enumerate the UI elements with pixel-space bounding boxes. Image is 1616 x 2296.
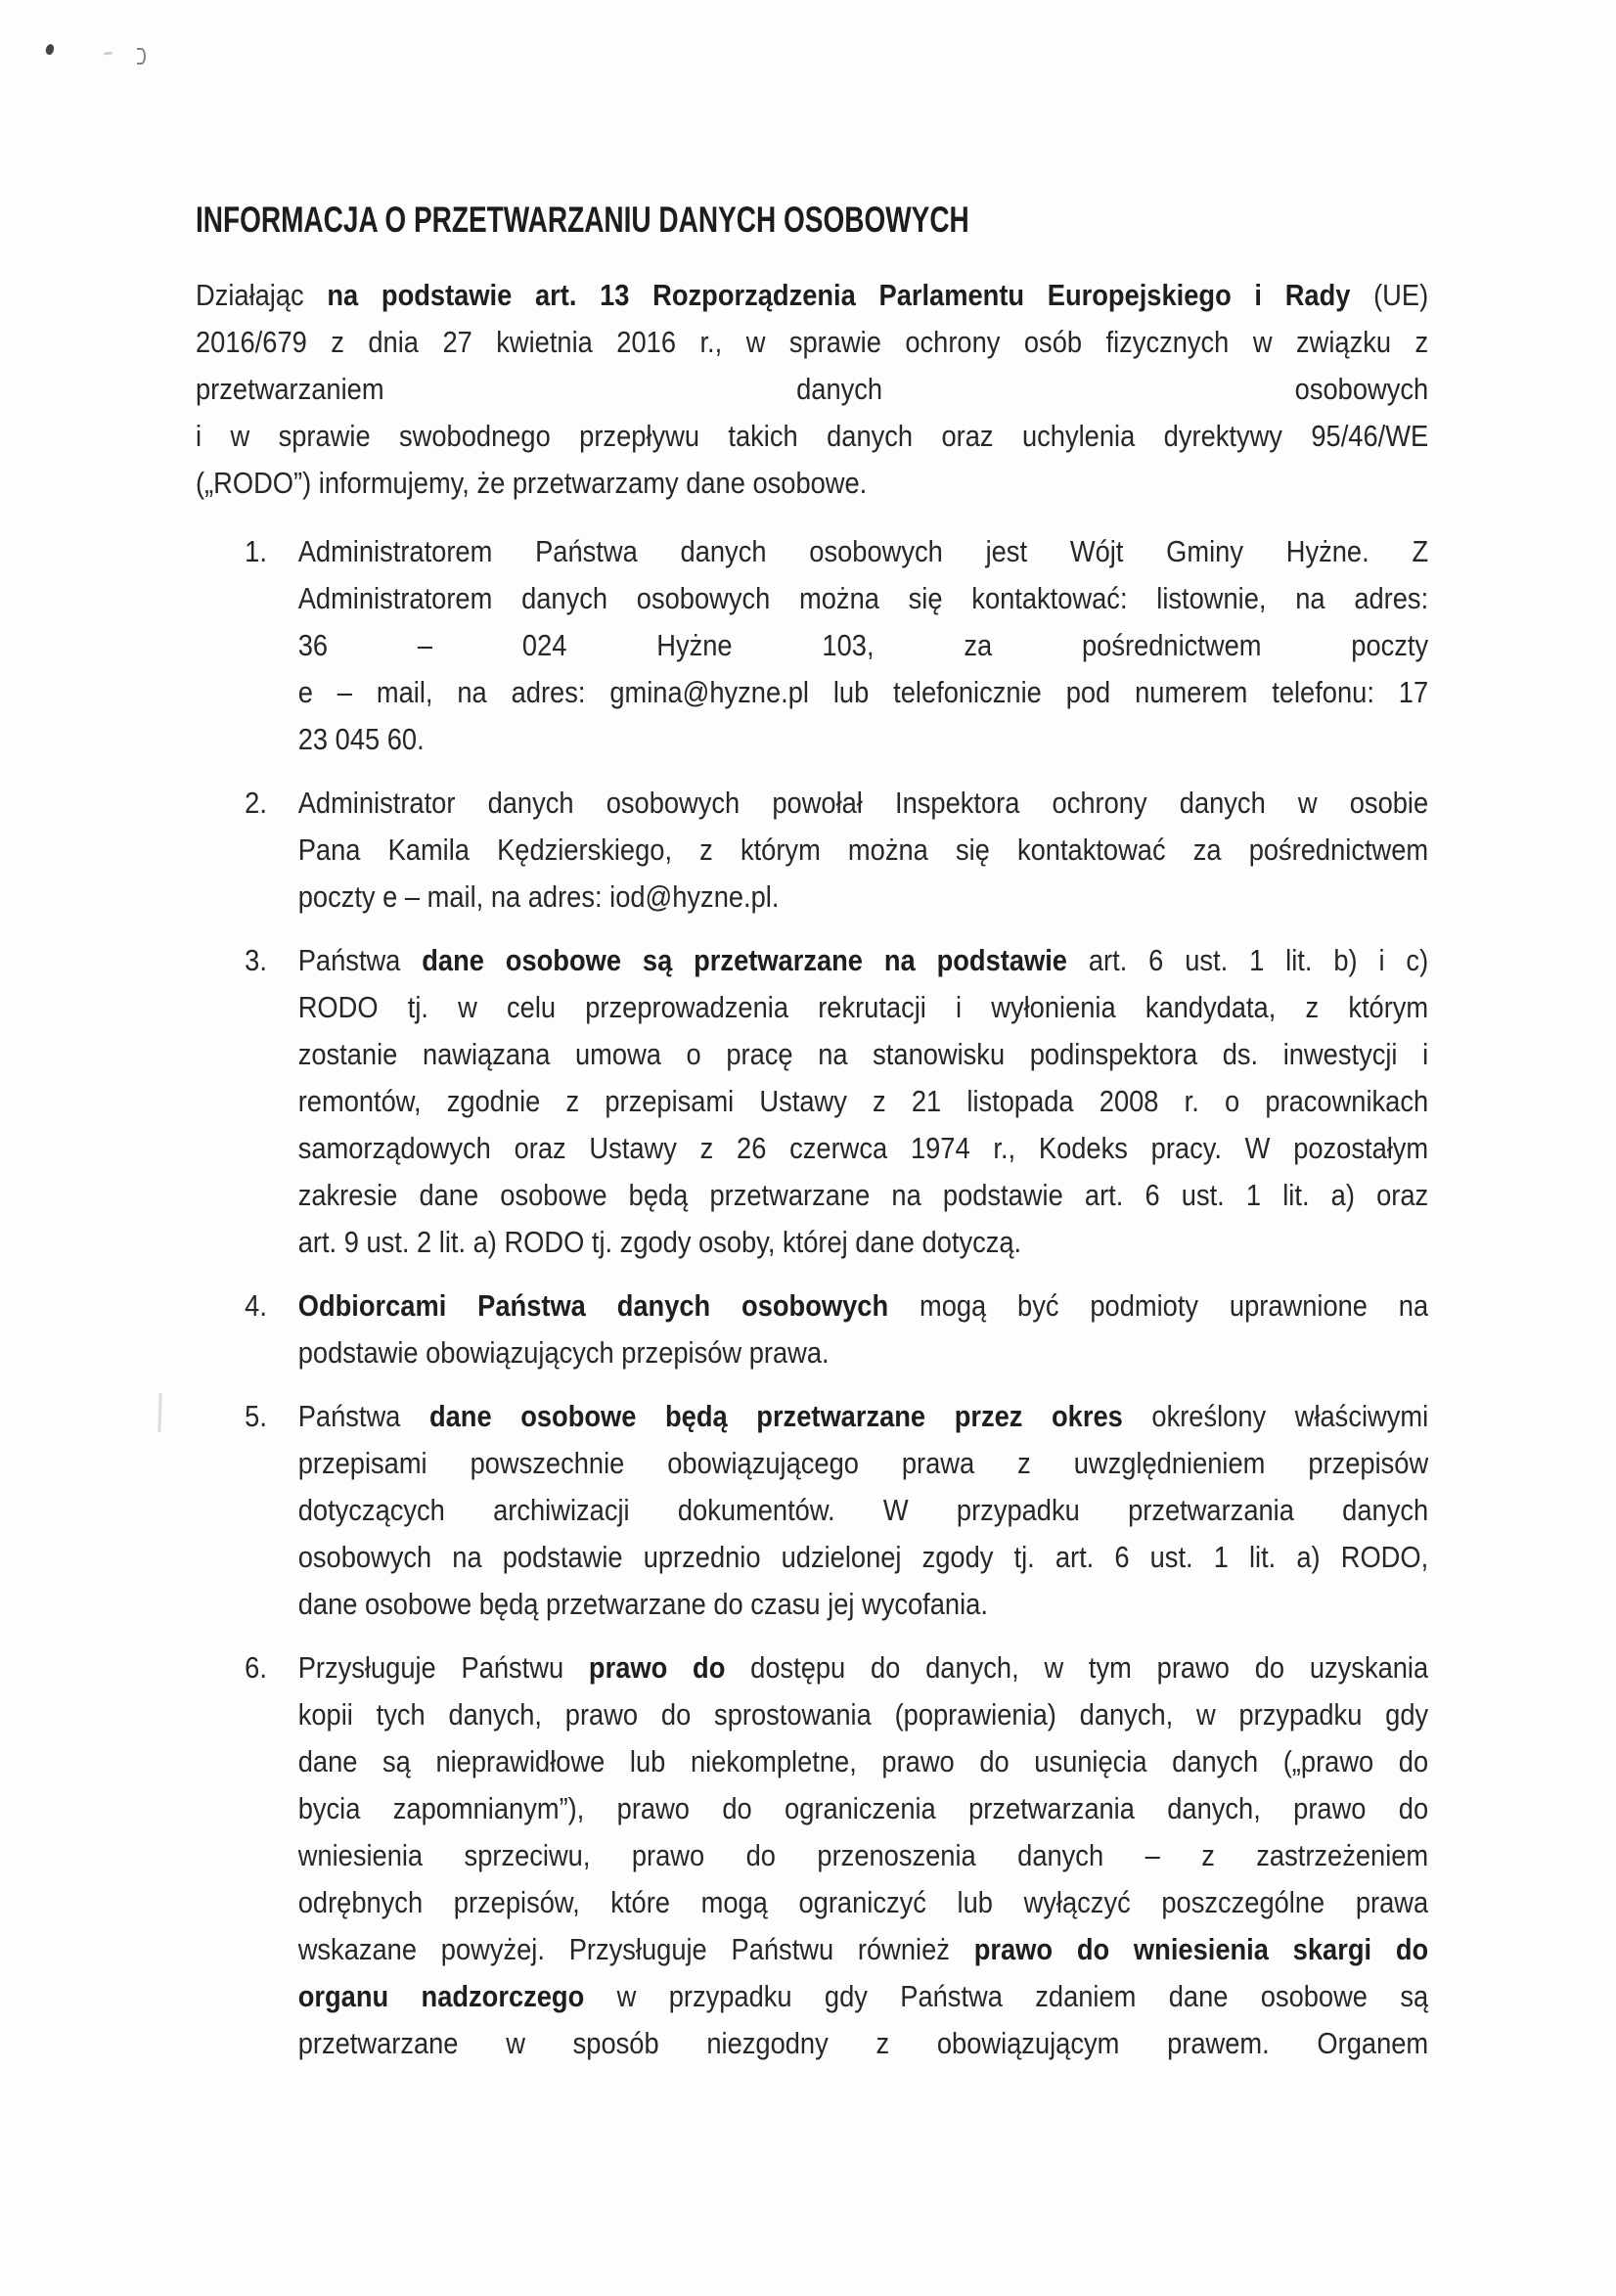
text-segment: przetwarzane w sposób niezgodny z obowiązującym prawem. Organem <box>297 2026 1429 2060</box>
text-line <box>298 1283 1428 1329</box>
text-segment: 2016/679 z dnia 27 kwietnia 2016 r., w sprawie ochrony osób fizycznych w związku z <box>196 325 1429 359</box>
text-line <box>298 2020 1428 2067</box>
text-segment: 23 045 60. <box>297 722 425 756</box>
text-segment: bycia zapomnianym”), prawo do ograniczenia przetwarzania danych, prawo do <box>297 1791 1429 1825</box>
document-title: INFORMACJA O PRZETWARZANIU DANYCH OSOBOWYCH <box>196 200 969 240</box>
intro-paragraph <box>196 272 1428 507</box>
list-item <box>196 1393 1428 1628</box>
text-segment: dostępu do danych, w tym prawo do uzyskania <box>725 1650 1429 1685</box>
text-line <box>298 1440 1428 1487</box>
text-line <box>298 716 1428 763</box>
text-line <box>298 1172 1428 1219</box>
text-line <box>298 1581 1428 1628</box>
list-item-text <box>298 937 1428 1266</box>
text-segment: podstawie obowiązujących przepisów prawa. <box>297 1335 830 1370</box>
text-segment: przepisami powszechnie obowiązującego prawa z uwzględnieniem przepisów <box>297 1446 1429 1480</box>
text-segment: Administrator danych osobowych powołał Inspektora ochrony danych w osobie <box>297 786 1429 820</box>
text-segment: Działając <box>196 278 328 312</box>
text-line <box>298 1078 1428 1125</box>
text-segment: art. 6 ust. 1 lit. b) i c) <box>1066 943 1429 977</box>
text-segment: („RODO”) informujemy, że przetwarzamy dane osobowe. <box>196 466 868 500</box>
scan-artifact <box>44 43 55 56</box>
text-line <box>298 1031 1428 1078</box>
text-segment: i w sprawie swobodnego przepływu takich danych oraz uchylenia dyrektywy 95/46/WE <box>196 419 1429 453</box>
text-segment: dotyczących archiwizacji dokumentów. W przypadku przetwarzania danych <box>297 1493 1429 1527</box>
list-item <box>196 1644 1428 2067</box>
list-item-number: 1. <box>245 534 267 568</box>
text-line <box>196 319 1428 366</box>
text-segment: przetwarzaniem danych osobowych <box>196 372 1429 406</box>
text-line <box>298 1832 1428 1879</box>
text-line <box>298 575 1428 622</box>
text-segment: remontów, zgodnie z przepisami Ustawy z 21 listopada 2008 r. o pracownikach <box>297 1084 1429 1118</box>
text-segment: wskazane powyżej. Przysługuje Państwu również <box>297 1932 974 1966</box>
text-segment: Przysługuje Państwu <box>297 1650 589 1685</box>
list-item-number: 6. <box>245 1650 267 1685</box>
list-item-text <box>298 780 1428 921</box>
text-segment: art. 9 ust. 2 lit. a) RODO tj. zgody osoby, której dane dotyczą. <box>297 1225 1022 1259</box>
text-segment: Państwa <box>297 943 423 977</box>
list-item <box>196 1283 1428 1376</box>
text-line <box>196 366 1428 413</box>
text-segment: kopii tych danych, prawo do sprostowania (poprawienia) danych, w przypadku gdy <box>297 1697 1429 1732</box>
text-line <box>196 272 1428 319</box>
list-item-number: 5. <box>245 1399 267 1433</box>
text-line <box>298 1487 1428 1534</box>
text-line <box>196 460 1428 507</box>
list-item-text <box>298 528 1428 763</box>
list-item-text <box>298 1283 1428 1376</box>
text-line <box>298 1534 1428 1581</box>
text-segment: 36 – 024 Hyżne 103, za pośrednictwem poczty <box>297 628 1429 662</box>
text-segment: zostanie nawiązana umowa o pracę na stanowisku podinspektora ds. inwestycji i <box>297 1037 1429 1071</box>
bold-text-segment: organu nadzorczego <box>297 1979 585 2013</box>
text-segment: e – mail, na adres: gmina@hyzne.pl lub telefonicznie pod numerem telefonu: 17 <box>297 675 1429 709</box>
text-segment: Państwa <box>297 1399 429 1433</box>
text-segment: wniesienia sprzeciwu, prawo do przenoszenia danych – z zastrzeżeniem <box>297 1838 1429 1872</box>
text-segment: mogą być podmioty uprawnione na <box>888 1288 1429 1323</box>
list-item-number: 3. <box>245 943 267 977</box>
list-item <box>196 528 1428 763</box>
text-line <box>298 669 1428 716</box>
text-segment: dane osobowe będą przetwarzane do czasu jej wycofania. <box>297 1587 988 1621</box>
text-segment: poczty e – mail, na adres: iod@hyzne.pl. <box>297 879 780 914</box>
text-segment: zakresie dane osobowe będą przetwarzane na podstawie art. 6 ust. 1 lit. a) oraz <box>297 1178 1429 1212</box>
text-line <box>298 1691 1428 1738</box>
text-line <box>298 1879 1428 1926</box>
text-line <box>298 1393 1428 1440</box>
text-segment: Pana Kamila Kędzierskiego, z którym można się kontaktować za pośrednictwem <box>297 833 1429 867</box>
text-line <box>298 1219 1428 1266</box>
text-segment: określony właściwymi <box>1122 1399 1429 1433</box>
list-item <box>196 780 1428 921</box>
text-segment: samorządowych oraz Ustawy z 26 czerwca 1974 r., Kodeks pracy. W pozostałym <box>297 1131 1429 1165</box>
text-line <box>298 1329 1428 1376</box>
text-segment: dane są nieprawidłowe lub niekompletne, prawo do usunięcia danych („prawo do <box>297 1744 1429 1778</box>
text-line <box>298 1926 1428 1973</box>
scan-artifact <box>157 1393 161 1432</box>
text-line <box>298 937 1428 984</box>
text-segment: Administratorem danych osobowych można się kontaktować: listownie, na adres: <box>297 581 1429 615</box>
bold-text-segment: prawo do <box>588 1650 726 1685</box>
text-line <box>298 1125 1428 1172</box>
list-item <box>196 937 1428 1266</box>
text-segment: (UE) <box>1350 278 1429 312</box>
list-item-text <box>298 1393 1428 1628</box>
text-line <box>298 1785 1428 1832</box>
text-segment: odrębnych przepisów, które mogą ograniczyć lub wyłączyć poszczególne prawa <box>297 1885 1429 1919</box>
bold-text-segment: na podstawie art. 13 Rozporządzenia Parlamentu Europejskiego i Rady <box>327 278 1351 312</box>
text-line <box>298 1738 1428 1785</box>
list-item-number: 4. <box>245 1288 267 1323</box>
text-line <box>298 827 1428 874</box>
text-line <box>298 1973 1428 2020</box>
bold-text-segment: prawo do wniesienia skargi do <box>973 1932 1429 1966</box>
text-segment: w przypadku gdy Państwa zdaniem dane osobowe są <box>584 1979 1429 2013</box>
numbered-list <box>196 528 1428 2067</box>
scan-artifact <box>137 48 146 65</box>
text-line <box>196 413 1428 460</box>
list-item-number: 2. <box>245 786 267 820</box>
text-segment: RODO tj. w celu przeprowadzenia rekrutacji i wyłonienia kandydata, z którym <box>297 990 1429 1024</box>
text-segment: Administratorem Państwa danych osobowych jest Wójt Gminy Hyżne. Z <box>297 534 1429 568</box>
text-line <box>298 528 1428 575</box>
text-line <box>298 622 1428 669</box>
text-line <box>298 1644 1428 1691</box>
text-line <box>298 874 1428 921</box>
bold-text-segment: Odbiorcami Państwa danych osobowych <box>297 1288 889 1323</box>
document-content <box>196 201 1428 2084</box>
text-segment: osobowych na podstawie uprzednio udzielonej zgody tj. art. 6 ust. 1 lit. a) RODO, <box>297 1540 1429 1574</box>
bold-text-segment: dane osobowe są przetwarzane na podstawie <box>422 943 1067 977</box>
bold-text-segment: dane osobowe będą przetwarzane przez okres <box>428 1399 1123 1433</box>
text-line <box>298 984 1428 1031</box>
list-item-text <box>298 1644 1428 2067</box>
text-line <box>298 780 1428 827</box>
scan-artifact <box>104 52 112 56</box>
